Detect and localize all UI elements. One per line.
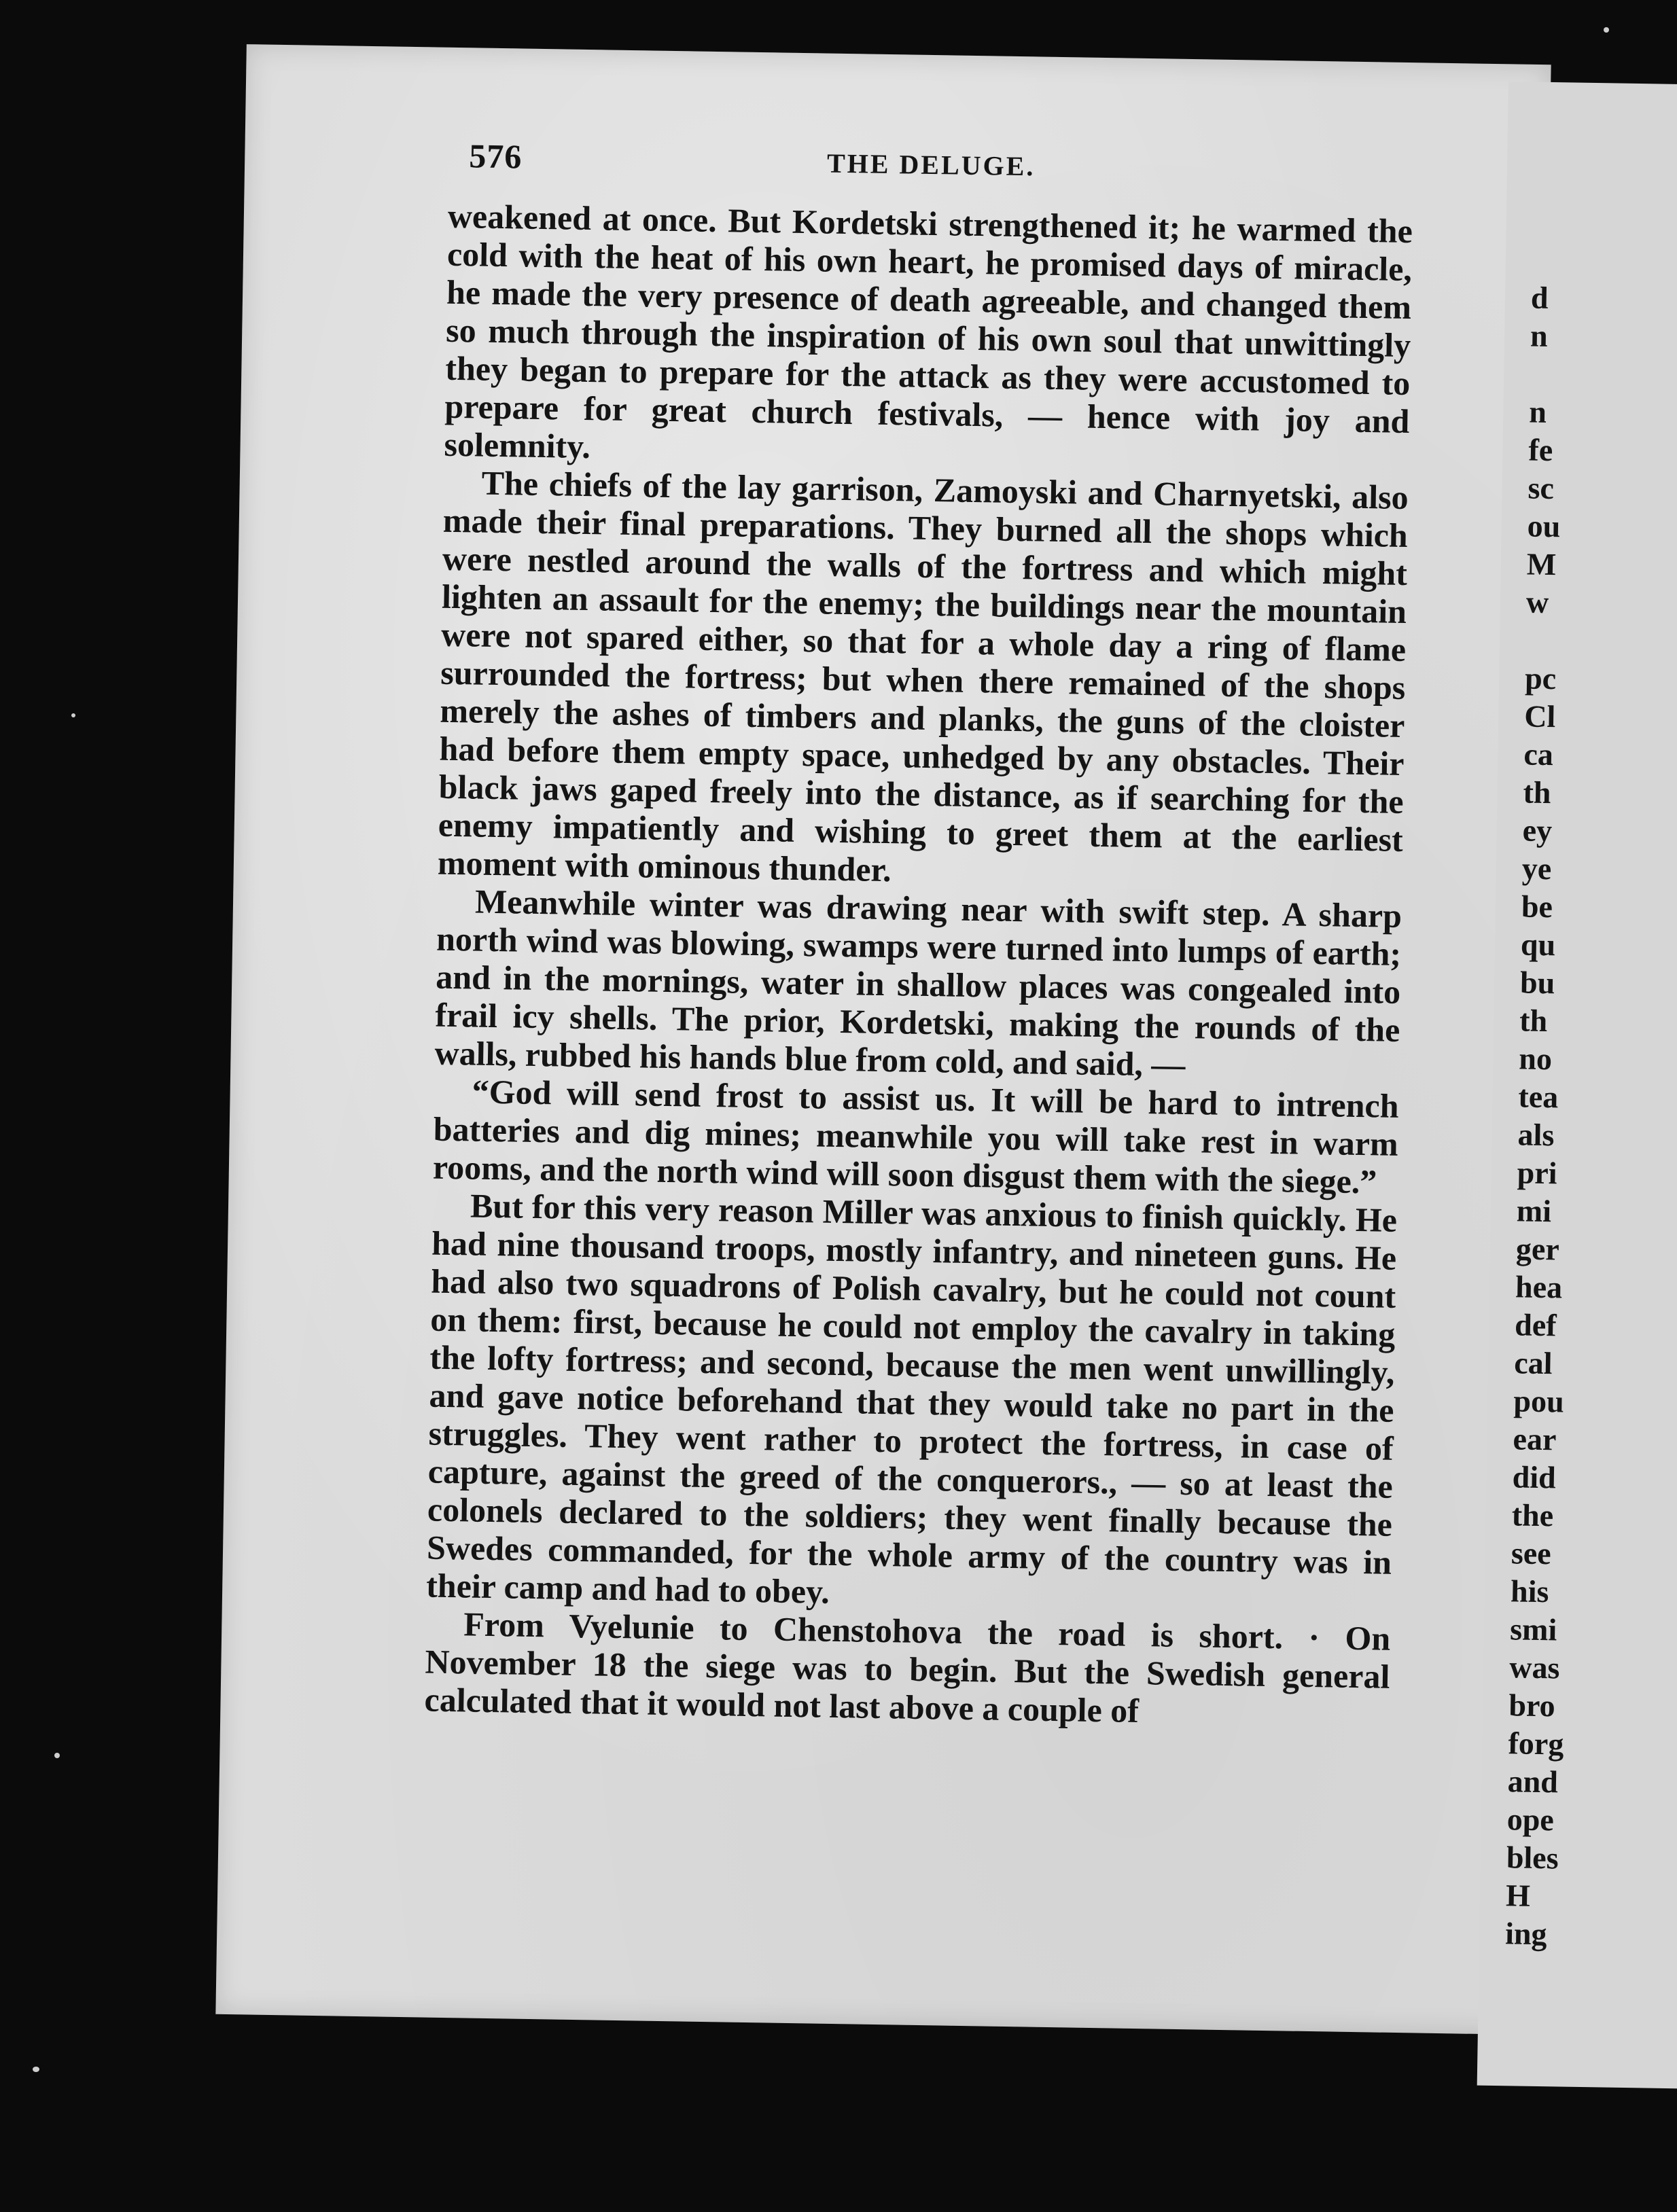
paragraph: Meanwhile winter was drawing near with swift step. A sharp north wind was blowing, swamps were turned into lumps of earth; and in the mornings, water in shallow places was congealed into frail icy shells. The prior, Kordetski, making the rounds of the walls, rubbed his hands blue from cold, and said, — xyxy=(434,882,1402,1084)
adjacent-page-text: d n n fe sc ou M w pc Cl ca th ey ye be qu bu th no tea als pri mi ger hea def cal pou ear did the see his smi was bro forg and ope bles H ing xyxy=(1504,280,1565,1952)
paragraph: From Vyelunie to Chenstohova the road is short. · On November 18 the siege was to begin. But the Swedish general calculated that it would not last above a couple of xyxy=(424,1605,1391,1730)
page-content xyxy=(424,136,1413,1734)
body-text xyxy=(424,197,1413,1734)
page-number: 576 xyxy=(468,137,523,176)
adjacent-page-fragment xyxy=(1477,82,1677,2088)
scan-speck xyxy=(33,2067,39,2072)
paragraph: But for this very reason Miller was anxious to finish quickly. He had nine thousand troops, mostly infantry, and nineteen guns. He had also two squadrons of Polish cavalry, but he could not count on them: first, because he could not employ the cavalry in taking the lofty fortress; and second, because the men went unwillingly, and gave notice beforehand that they would take no part in the struggles. They went rather to protect the fortress, in case of capture, against the greed of the conquerors., — so at least the colonels declared to the soldiers; they went finally because the Swedes commanded, for the whole army of the country was in their camp and had to obey. xyxy=(425,1186,1398,1611)
scan-speck xyxy=(54,1753,60,1758)
paragraph: weakened at once. But Kordetski strengthened it; he warmed the cold with the heat of his own heart, he promised days of miracle, he made the very presence of death agreeable, and changed them so much through the inspiration of his own soul that unwittingly they began to prepare for the attack as they were accustomed to prepare for great church festivals, — hence with joy and solemnity. xyxy=(444,196,1413,466)
paragraph: The chiefs of the lay garrison, Zamoyski and Charnyetski, also made their final preparations. They burned all the shops which were nestled around the walls of the fortress and which might lighten an assault for the enemy; the buildings near the mountain were not spared either, so that for a whole day a ring of flame surrounded the fortress; but when there remained of the shops merely the ashes of timbers and planks, the guns of the cloister had before them empty space, unhedged by any obstacles. Their black jaws gaped freely into the distance, as if searching for the enemy impatiently and wishing to greet them at the earliest moment with ominous thunder. xyxy=(437,463,1409,889)
scan-speck xyxy=(1604,27,1609,33)
scan-speck xyxy=(71,713,75,717)
paragraph: “God will send frost to assist us. It will be hard to intrench batteries and dig mines; meanwhile you will take rest in warm rooms, and the north wind will soon disgust them with the siege.” xyxy=(432,1072,1399,1201)
scanned-page xyxy=(215,44,1551,2035)
running-title: THE DELUGE. xyxy=(826,147,1036,182)
